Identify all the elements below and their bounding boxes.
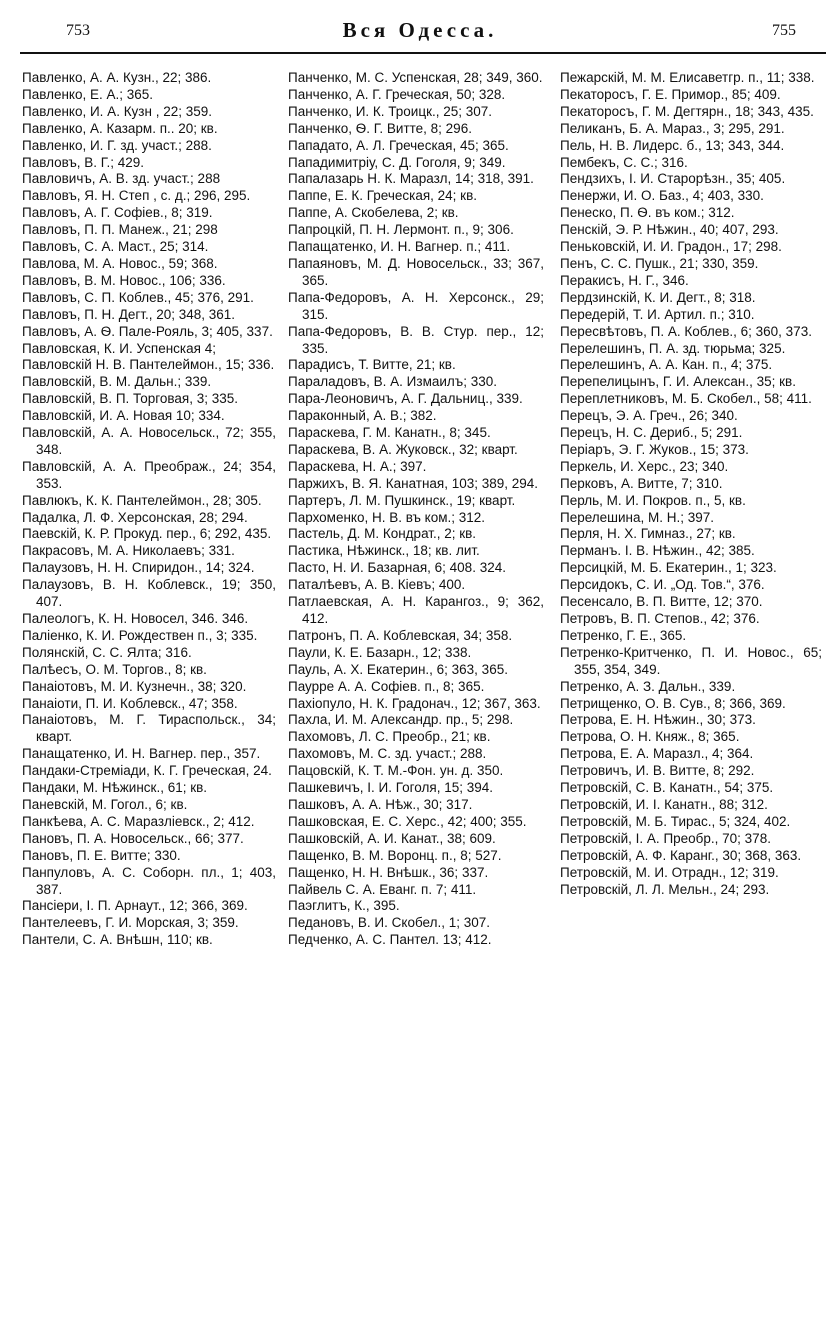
directory-entry: Петрищенко, О. В. Сув., 8; 366, 369.: [560, 695, 786, 711]
directory-entry: Пакрасовъ, М. А. Николаевъ; 331.: [22, 543, 235, 559]
directory-entry: Пель, Н. В. Лидерс. б., 13; 343, 344.: [560, 137, 785, 153]
directory-entry: Пападато, А. Л. Греческая, 45; 365.: [288, 137, 509, 153]
directory-entry: Петрова, Е. Н. Нѣжин., 30; 373.: [560, 712, 756, 728]
directory-entry: Пенскій, Э. Р. Нѣжин., 40; 407, 293.: [560, 222, 779, 238]
directory-entry: Петрова, Е. А. Маразл., 4; 364.: [560, 746, 754, 762]
directory-entry: Папа-Федоровъ, А. Н. Херсонск., 29; 315.: [288, 289, 544, 322]
directory-entry: Пашкевичъ, І. И. Гоголя, 15; 394.: [288, 780, 493, 796]
directory-entry: Пащенко, В. М. Воронц. п., 8; 527.: [288, 847, 502, 863]
directory-entry: Папалазарь Н. К. Маразл, 14; 318, 391.: [288, 171, 534, 187]
directory-entry: Папроцкій, П. Н. Лермонт. п., 9; 306.: [288, 222, 514, 238]
directory-entry: Павлова, М. А. Новос., 59; 368.: [22, 255, 218, 271]
directory-entry: Перманъ. І. В. Нѣжин., 42; 385.: [560, 543, 755, 559]
directory-entry: Пансіери, І. П. Арнаут., 12; 366, 369.: [22, 898, 248, 914]
directory-entry: Павленко, И. Г. зд. участ.; 288.: [22, 137, 212, 153]
directory-entry: Пащенко, Н. Н. Внѣшк., 36; 337.: [288, 864, 489, 880]
directory-entry: Пашковскій, А. И. Канат., 38; 609.: [288, 830, 496, 846]
directory-entry: Петровскій, М. И. Отрадн., 12; 319.: [560, 864, 779, 880]
entries-column-2: [288, 70, 544, 949]
directory-entry: Паталѣевъ, А. В. Кіевъ; 400.: [288, 577, 466, 593]
directory-entry: Пановъ, П. А. Новосельск., 66; 377.: [22, 830, 244, 846]
directory-entry: Пердзинскій, К. И. Дегт., 8; 318.: [560, 289, 756, 305]
directory-entry: Панаіоти, П. И. Коблевск., 47; 358.: [22, 695, 238, 711]
directory-entry: Панпуловъ, А. С. Соборн. пл., 1; 403, 387.: [22, 864, 276, 897]
directory-entry: Паппе, Е. К. Греческая, 24; кв.: [288, 188, 477, 204]
directory-entry: Панаіотовъ, М. Г. Тираспольск., 34; кварт.: [22, 712, 276, 745]
directory-entry: Пантелеевъ, Г. И. Морская, 3; 359.: [22, 915, 239, 931]
directory-entry: Павловъ, Я. Н. Степ , с. д.; 296, 295.: [22, 188, 251, 204]
directory-entry: Перелешинъ, А. А. Кан. п., 4; 375.: [560, 357, 773, 373]
directory-entry: Паэглитъ, К., 395.: [288, 898, 400, 914]
directory-entry: Павловъ, С. А. Маст., 25; 314.: [22, 239, 209, 255]
directory-entry: Параконный, А. В.; 382.: [288, 408, 437, 424]
directory-entry: Пархоменко, Н. В. въ ком.; 312.: [288, 509, 486, 525]
directory-entry: Пеньковскій, И. И. Градон., 17; 298.: [560, 239, 782, 255]
directory-entry: Павловскій, А. А. Новосельск., 72; 355, 348.: [22, 425, 276, 457]
directory-entry: Перкель, И. Херс., 23; 340.: [560, 458, 729, 474]
directory-entry: Періаръ, Э. Г. Жуков., 15; 373.: [560, 441, 749, 457]
directory-entry: Пеликанъ, Б. А. Мараз., 3; 295, 291.: [560, 120, 785, 136]
directory-entry: Персидокъ, С. И. „Од. Тов.“, 376.: [560, 577, 765, 593]
directory-entry: Перковъ, А. Витте, 7; 310.: [560, 475, 723, 491]
directory-entry: Переплетниковъ, М. Б. Скобел., 58; 411.: [560, 391, 812, 407]
directory-entry: Павленко, Е. А.; 365.: [22, 86, 154, 102]
directory-entry: Пастика, Нѣжинск., 18; кв. лит.: [288, 543, 480, 559]
directory-entry: Папащатенко, И. Н. Вагнер. п.; 411.: [288, 239, 511, 255]
directory-entry: Панченко, М. С. Успенская, 28; 349, 360.: [288, 70, 543, 85]
directory-entry: Пересвѣтовъ, П. А. Коблев., 6; 360, 373.: [560, 323, 812, 339]
directory-entry: Полянскій, С. С. Ялта; 316.: [22, 644, 192, 660]
directory-entry: Пекатороcъ, Г. Е. Примор., 85; 409.: [560, 86, 781, 102]
directory-entry: Пацовскій, К. Т. М.-Фон. ун. д. 350.: [288, 763, 504, 779]
directory-entry: Пановъ, П. Е. Витте; 330.: [22, 847, 181, 863]
directory-entry: Петренко, Г. Е., 365.: [560, 627, 687, 643]
directory-entry: Павловскій, В. М. Дальн.; 339.: [22, 374, 212, 390]
directory-entry: Передерій, Т. И. Артил. п.; 310.: [560, 306, 755, 322]
directory-entry: Петровскій, И. І. Канатн., 88; 312.: [560, 796, 768, 812]
directory-entry: Павленко, А. Казарм. п.. 20; кв.: [22, 120, 218, 136]
directory-entry: Пайвель С. А. Еванг. п. 7; 411.: [288, 881, 477, 897]
directory-entry: Паули, К. Е. Базарн., 12; 338.: [288, 644, 472, 660]
directory-entry: Парадисъ, Т. Витте, 21; кв.: [288, 357, 456, 373]
directory-entry: Пенержи, И. О. Баз., 4; 403, 330.: [560, 188, 764, 204]
directory-entry: Пашковская, Е. С. Херс., 42; 400; 355.: [288, 813, 527, 829]
directory-entry: Патлаевская, А. Н. Карангоз., 9; 362, 412.: [288, 594, 544, 626]
directory-entry: Панченко, Ѳ. Г. Витте, 8; 296.: [288, 120, 472, 136]
book-title: Вся Одесса.: [342, 18, 498, 42]
directory-entry: Петровскій, С. В. Канатн., 54; 375.: [560, 780, 774, 796]
directory-entry: Параладовъ, В. А. Измаилъ; 330.: [288, 374, 497, 390]
directory-entry: Павловъ, П. Н. Дегт., 20; 348, 361.: [22, 306, 236, 322]
directory-entry: Перецъ, Н. С. Дериб., 5; 291.: [560, 425, 743, 441]
directory-entry: Павловскій, В. П. Торговая, 3; 335.: [22, 391, 239, 407]
directory-entry: Панаіотовъ, М. И. Кузнечн., 38; 320.: [22, 678, 247, 694]
directory-entry: Пахомовъ, Л. С. Преобр., 21; кв.: [288, 729, 491, 745]
directory-entry: Песенсало, В. П. Витте, 12; 370.: [560, 594, 763, 610]
entries-column-1: [22, 70, 276, 949]
directory-entry: Павловскій, А. А. Преображ., 24; 354, 353.: [22, 458, 276, 491]
directory-entry: Партеръ, Л. М. Пушкинск., 19; кварт.: [288, 492, 516, 508]
directory-entry: Педченко, А. С. Пантел. 13; 412.: [288, 932, 492, 948]
directory-entry: Петровъ, В. П. Степов., 42; 376.: [560, 611, 760, 626]
directory-entry: Падалка, Л. Ф. Херсонская, 28; 294.: [22, 509, 248, 525]
directory-entry: Петровскій, І. А. Преобр., 70; 378.: [560, 830, 771, 846]
directory-entry: Пембекъ, С. С.; 316.: [560, 154, 688, 170]
directory-entry: Паурре А. А. Софіев. п., 8; 365.: [288, 678, 485, 694]
directory-entry: Павловъ, А. Г. Софіев., 8; 319.: [22, 205, 213, 221]
directory-entry: Петренко, А. З. Дальн., 339.: [560, 678, 736, 694]
directory-entry: Параскева, Н. А.; 397.: [288, 458, 427, 474]
directory-entry: Перелешинъ, П. А. зд. тюрьма; 325.: [560, 340, 786, 356]
directory-entry: Пахомовъ, М. С. зд. участ.; 288.: [288, 746, 487, 762]
directory-entry: Павловичъ, А. В. зд. участ.; 288: [22, 171, 221, 187]
directory-entry: Пандаки-Стреміади, К. Г. Греческая, 24.: [22, 763, 272, 779]
directory-entry: Пандаки, М. Нѣжинск., 61; кв.: [22, 780, 208, 796]
directory-entry: Палѣесъ, О. М. Торгов., 8; кв.: [22, 661, 207, 677]
directory-entry: Пастель, Д. М. Кондрат., 2; кв.: [288, 526, 477, 542]
directory-entry: Пахла, И. М. Александр. пр., 5; 298.: [288, 712, 514, 728]
page-number-right: 755: [772, 22, 796, 39]
directory-entry: Пежарскій, М. М. Елисаветгр. п., 11; 338.: [560, 70, 815, 85]
page-header: [0, 18, 840, 52]
directory-entry: Пендзихъ, І. И. Старорѣзн., 35; 405.: [560, 171, 786, 187]
directory-entry: Паліенко, К. И. Рождествен п., 3; 335.: [22, 627, 258, 643]
directory-entry: Панченко, А. Г. Греческая, 50; 328.: [288, 86, 506, 102]
directory-entry: Папа-Федоровъ, В. В. Стур. пер., 12; 335.: [288, 323, 544, 356]
directory-entry: Панченко, И. К. Троицк., 25; 307.: [288, 103, 493, 119]
directory-entry: Перля, Н. Х. Гимназ., 27; кв.: [560, 526, 736, 542]
directory-entry: Петровскій, М. Б. Тирас., 5; 324, 402.: [560, 813, 791, 829]
directory-entry: Педановъ, В. И. Скобел., 1; 307.: [288, 915, 491, 931]
entries-column-3: [560, 70, 822, 898]
directory-entry: Павленко, И. А. Кузн , 22; 359.: [22, 103, 212, 119]
directory-entry: Палеологъ, К. Н. Новосел, 346. 346.: [22, 611, 249, 626]
directory-entry: Пасто, Н. И. Базарная, 6; 408. 324.: [288, 560, 506, 576]
directory-entry: Павловъ, С. П. Коблев., 45; 376, 291.: [22, 289, 254, 305]
directory-entry: Петровскій, Л. Л. Мельн., 24; 293.: [560, 881, 770, 897]
directory-entry: Пахіопуло, Н. К. Градонач., 12; 367, 363.: [288, 695, 541, 711]
directory-entry: Павловскій, И. А. Новая 10; 334.: [22, 408, 225, 424]
directory-entry: Перецъ, Э. А. Греч., 26; 340.: [560, 408, 738, 424]
page-number-left: 753: [66, 22, 90, 39]
directory-entry: Пенеско, П. Ѳ. въ ком.; 312.: [560, 205, 735, 221]
directory-entry: Павловъ, В. М. Новос., 106; 336.: [22, 272, 226, 288]
directory-entry: Паневскій, М. Гогол., 6; кв.: [22, 796, 188, 812]
directory-entry: Пекатороcъ, Г. М. Дегтярн., 18; 343, 435.: [560, 103, 814, 119]
directory-entry: Патронъ, П. А. Коблевская, 34; 358.: [288, 627, 513, 643]
directory-entry: Пантели, С. А. Внѣшн, 110; кв.: [22, 932, 213, 948]
directory-entry: Петровичъ, И. В. Витте, 8; 292.: [560, 763, 755, 779]
directory-entry: Паржихъ, В. Я. Канатная, 103; 389, 294.: [288, 475, 539, 491]
directory-entry: Паппе, А. Скобелева, 2; кв.: [288, 205, 459, 221]
directory-entry: Павловская, К. И. Успенская 4;: [22, 340, 216, 356]
directory-entry: Параскева, В. А. Жуковск., 32; кварт.: [288, 441, 518, 457]
directory-entry: Перепелицынъ, Г. И. Алексан., 35; кв.: [560, 374, 796, 390]
directory-entry: Палаузовъ, Н. Н. Спиридон., 14; 324.: [22, 560, 255, 576]
directory-entry: Паевскій, К. Р. Прокуд. пер., 6; 292, 435.: [22, 526, 272, 542]
directory-entry: Пара-Леоновичъ, А. Г. Дальниц., 339.: [288, 391, 523, 407]
directory-entry: Пенъ, С. С. Пушк., 21; 330, 359.: [560, 255, 759, 271]
directory-entry: Петровскій, А. Ф. Каранг., 30; 368, 363.: [560, 847, 802, 863]
directory-entry: Перакисъ, Н. Г., 346.: [560, 272, 689, 288]
directory-entry: Перелешина, М. Н.; 397.: [560, 509, 715, 525]
directory-entry: Параскева, Г. М. Канатн., 8; 345.: [288, 425, 491, 441]
directory-entry: Перль, М. И. Покров. п., 5, кв.: [560, 492, 746, 508]
directory-entry: Пападимитріу, С. Д. Гоголя, 9; 349.: [288, 154, 506, 170]
directory-entry: Павленко, А. А. Кузн., 22; 386.: [22, 70, 212, 85]
directory-entry: Персицкій, М. Б. Екатерин., 1; 323.: [560, 560, 777, 576]
directory-entry: Павловскій Н. В. Пантелеймон., 15; 336.: [22, 357, 275, 373]
directory-entry: Павлюкъ, К. К. Пантелеймон., 28; 305.: [22, 492, 262, 508]
directory-entry: Павловъ, П. П. Манеж., 21; 298: [22, 222, 218, 238]
directory-entry: Пауль, А. Х. Екатерин., 6; 363, 365.: [288, 661, 508, 677]
header-rule: [20, 52, 826, 54]
directory-entry: Пашковъ, А. А. Нѣж., 30; 317.: [288, 796, 473, 812]
directory-entry: Панащатенко, И. Н. Вагнер. пер., 357.: [22, 746, 261, 762]
directory-entry: Павловъ, В. Г.; 429.: [22, 154, 144, 170]
directory-entry: Павловъ, А. Ѳ. Пале-Рояль, 3; 405, 337.: [22, 323, 273, 339]
directory-entry: Петренко-Критченко, П. И. Новос., 65; 355, 354, 349.: [560, 644, 822, 677]
directory-entry: Папаяновъ, М. Д. Новосельск., 33; 367, 365.: [288, 255, 544, 288]
directory-entry: Палаузовъ, В. Н. Коблевск., 19; 350, 407.: [22, 577, 276, 610]
directory-entry: Петрова, О. Н. Княж., 8; 365.: [560, 729, 740, 745]
directory-entry: Панкѣева, А. С. Маразліевск., 2; 412.: [22, 813, 255, 829]
